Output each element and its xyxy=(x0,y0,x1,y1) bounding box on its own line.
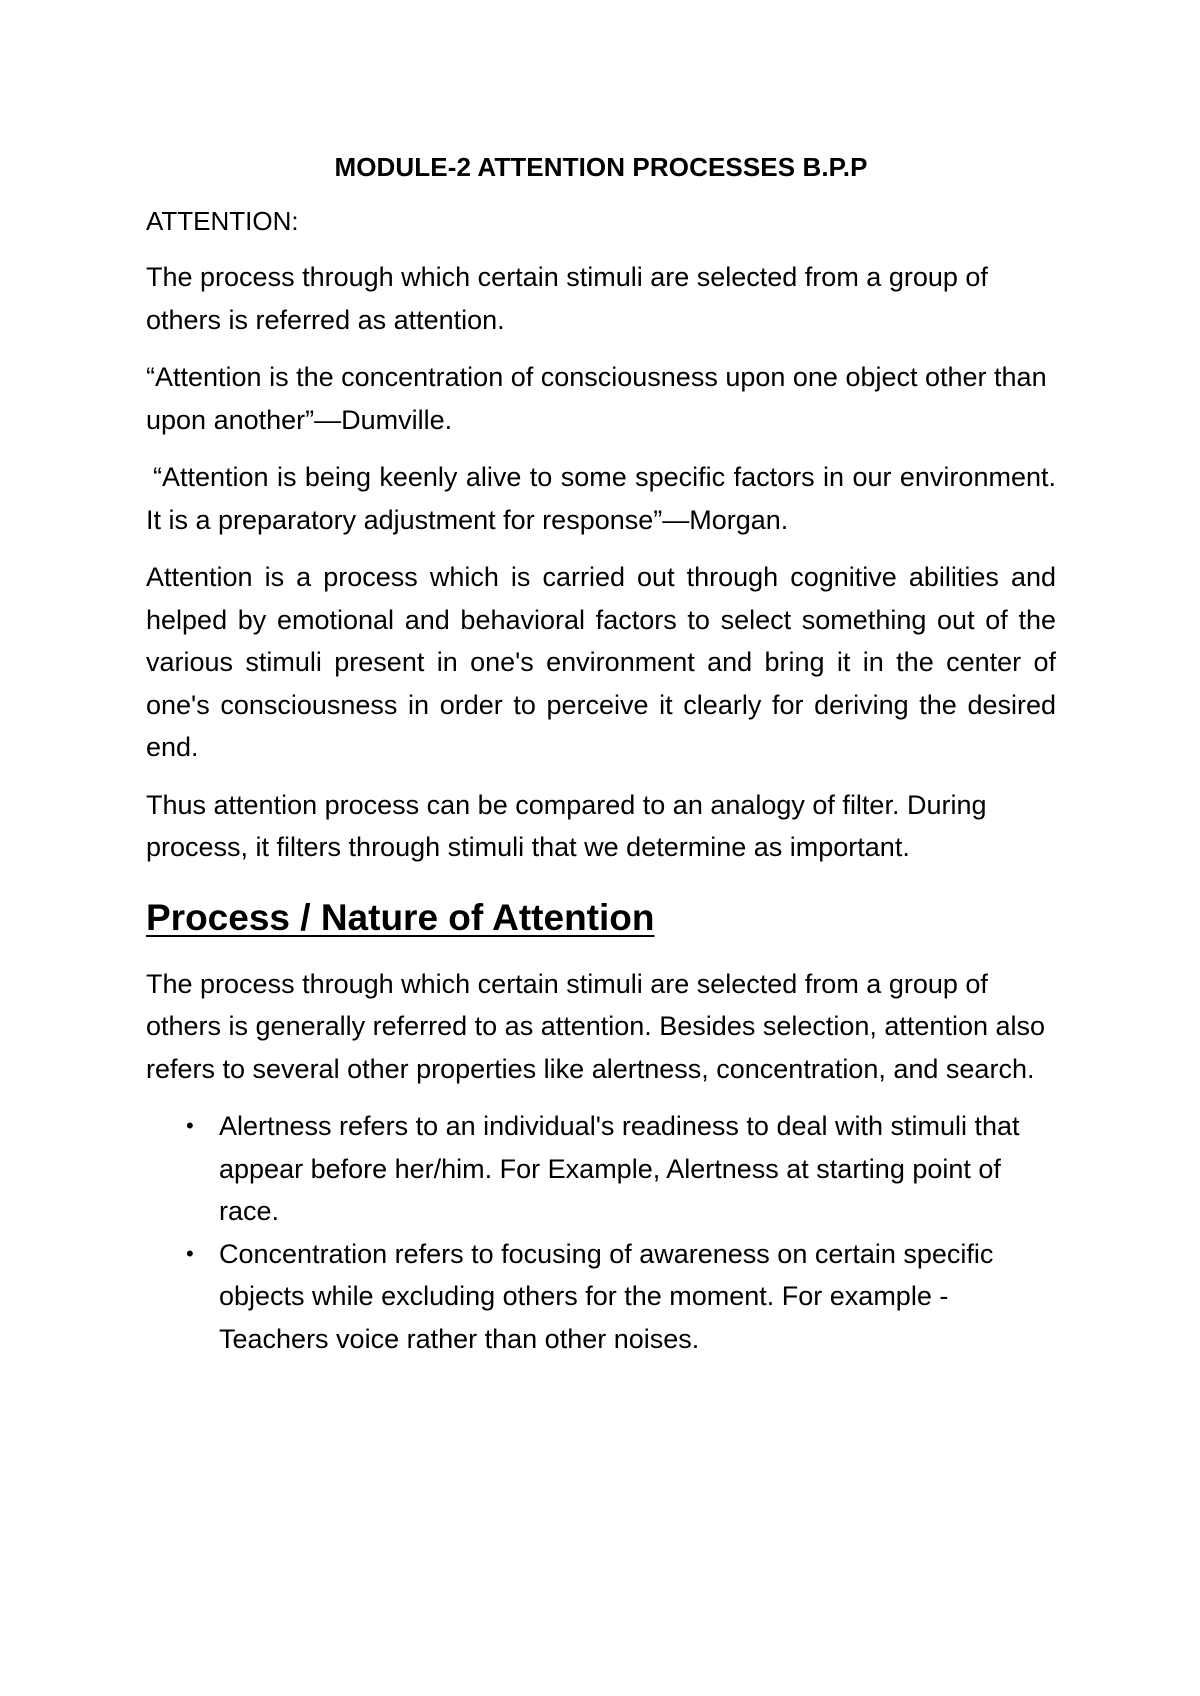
list-item-text: Concentration refers to focusing of awareness on certain specific objects while excluding others for the moment. For example - Teachers voice rather than other noises. xyxy=(219,1238,994,1354)
morgan-quote: “Attention is being keenly alive to some specific factors in our environment. It is a preparatory adjustment for response”—Morgan. xyxy=(146,462,1056,535)
filter-analogy-paragraph: Thus attention process can be compared to an analogy of filter. During process, it filters through stimuli that we determine as important. xyxy=(146,789,987,862)
definition-paragraph: The process through which certain stimuli are selected from a group of others is referred as attention. xyxy=(146,262,988,335)
list-item-text: Alertness refers to an individual's readiness to deal with stimuli that appear before her/him. For Example, Alertness at starting point of race. xyxy=(219,1111,1020,1226)
bullet-icon: • xyxy=(186,1113,194,1138)
list-item-alertness xyxy=(146,1105,1056,1233)
section-heading: Process / Nature of Attention xyxy=(146,896,655,938)
dumville-quote: “Attention is the concentration of consciousness upon one object other than upon another”—Dumville. xyxy=(146,362,1047,435)
document-title: MODULE-2 ATTENTION PROCESSES B.P.P xyxy=(334,152,868,182)
bullet-icon: • xyxy=(186,1240,194,1266)
document-body xyxy=(146,150,1056,1360)
list-item-concentration xyxy=(146,1233,1056,1361)
section-paragraph: The process through which certain stimuli are selected from a group of others is generally referred to as attention. Besides selection, attention also refers to several other properties like alertness, concentration, and search. xyxy=(146,968,1046,1084)
attention-label: ATTENTION: xyxy=(146,206,299,236)
properties-list xyxy=(146,1105,1056,1360)
process-description-paragraph: Attention is a process which is carried out through cognitive abilities and helped by emotional and behavioral factors to select something out of the various stimuli present in one's environment and bring it in the center of one's consciousness in order to perceive it clearly for deriving the desired end. xyxy=(146,562,1056,762)
